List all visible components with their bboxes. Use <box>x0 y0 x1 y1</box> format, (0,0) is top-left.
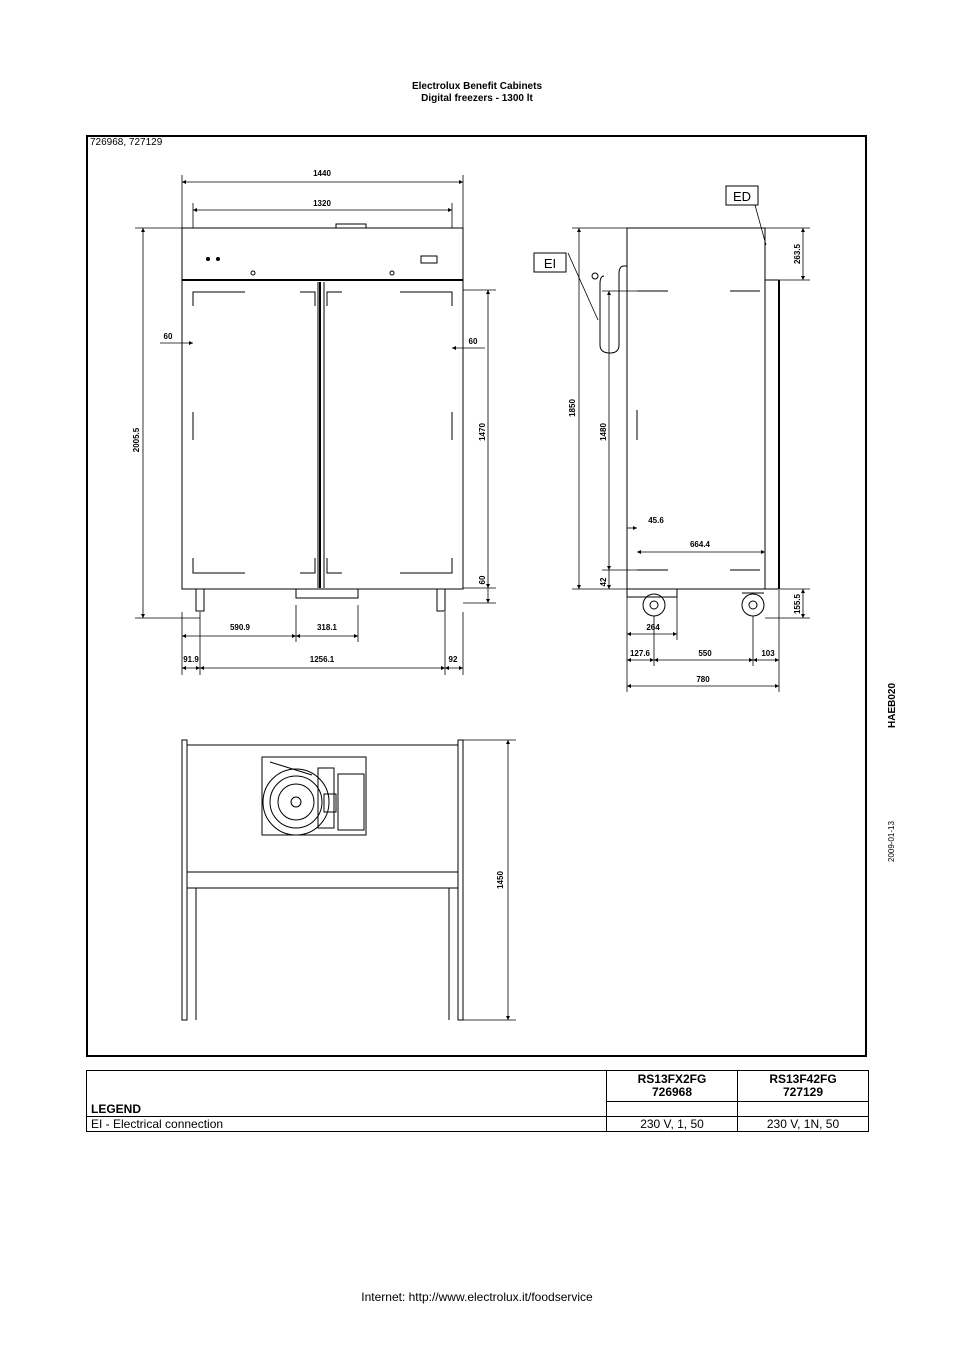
dim-318-1: 318.1 <box>316 623 338 632</box>
product-codes: 726968, 727129 <box>90 137 163 148</box>
dim-264: 264 <box>646 623 660 632</box>
dim-42: 42 <box>599 577 608 587</box>
callout-ed: ED <box>732 189 752 204</box>
top-dimensions <box>463 740 516 1020</box>
legend-row-value-1: 230 V, 1, 50 <box>607 1117 738 1132</box>
model-1-header <box>607 1071 738 1102</box>
dim-780: 780 <box>696 675 710 684</box>
table-row <box>87 1117 869 1132</box>
dim-1256-1: 1256.1 <box>309 655 335 664</box>
document-title: Electrolux Benefit Cabinets <box>411 81 543 92</box>
dim-1470: 1470 <box>478 423 487 441</box>
callout-ei: EI <box>543 256 557 271</box>
model-2-code: 727129 <box>782 1085 824 1099</box>
dim-590-9: 590.9 <box>229 623 251 632</box>
dim-263-5: 263.5 <box>793 243 802 265</box>
front-dimension-labels <box>132 169 487 664</box>
dim-550: 550 <box>698 649 712 658</box>
dim-1850: 1850 <box>568 399 577 417</box>
legend-spacer-1 <box>607 1102 738 1117</box>
dim-103: 103 <box>761 649 775 658</box>
legend-title: LEGEND <box>87 1071 607 1117</box>
document-code: HAEB020 <box>887 682 898 728</box>
legend-row-label: EI - Electrical connection <box>87 1117 607 1132</box>
dim-91-9: 91.9 <box>183 655 199 664</box>
legend-row-value-2: 230 V, 1N, 50 <box>738 1117 869 1132</box>
dim-60-right: 60 <box>468 337 478 346</box>
document-date: 2009-01-13 <box>887 821 896 862</box>
dim-45-6: 45.6 <box>648 516 664 525</box>
callouts <box>534 186 758 272</box>
dim-60-left: 60 <box>163 332 173 341</box>
dim-1440: 1440 <box>313 169 331 178</box>
dim-155-5: 155.5 <box>793 593 802 615</box>
dim-60-bottom: 60 <box>478 575 487 585</box>
dim-1480: 1480 <box>599 423 608 441</box>
side-view <box>592 228 779 616</box>
dim-2005-5: 2005.5 <box>132 427 141 453</box>
model-2-name: RS13F42FG <box>769 1072 837 1086</box>
dim-92: 92 <box>448 655 458 664</box>
document-subtitle: Digital freezers - 1300 lt <box>421 93 533 104</box>
dim-127-6: 127.6 <box>629 649 651 658</box>
legend-spacer-2 <box>738 1102 869 1117</box>
dim-1320: 1320 <box>313 199 331 208</box>
dim-664-4: 664.4 <box>689 540 711 549</box>
dim-1450: 1450 <box>496 871 505 889</box>
front-dimensions <box>135 175 496 675</box>
top-view <box>182 740 463 1020</box>
model-1-name: RS13FX2FG <box>637 1072 707 1086</box>
model-1-code: 726968 <box>651 1085 693 1099</box>
legend-table <box>86 1070 869 1132</box>
front-view <box>182 224 463 611</box>
model-2-header <box>738 1071 869 1102</box>
side-dimensions <box>568 205 810 692</box>
footer-url: Internet: http://www.electrolux.it/foodservice <box>361 1290 593 1304</box>
